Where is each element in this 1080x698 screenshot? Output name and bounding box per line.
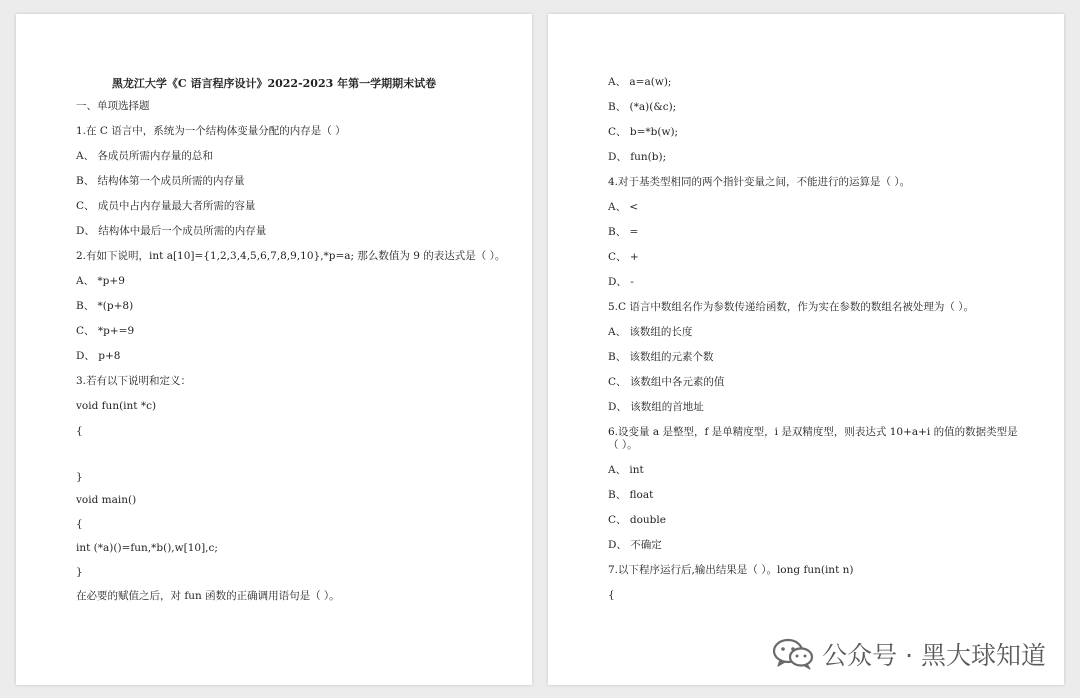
code-line: { xyxy=(76,518,83,530)
right-page xyxy=(548,14,1064,685)
q2-option-b: B、 *(p+8) xyxy=(76,300,134,312)
q6-option-d: D、 不确定 xyxy=(608,539,662,551)
q1-option-b: B、 结构体第一个成员所需的内存量 xyxy=(76,175,245,187)
document-title: 黑龙江大学《C 语言程序设计》2022-2023 年第一学期期末试卷 xyxy=(111,77,437,90)
q1-option-a: A、 各成员所需内存量的总和 xyxy=(76,150,213,162)
q5-option-a: A、 该数组的长度 xyxy=(608,326,693,338)
question-3-tail: 在必要的赋值之后，对 fun 函数的正确调用语句是（ ）。 xyxy=(76,590,340,602)
question-5: 5.C 语言中数组名作为参数传递给函数，作为实在参数的数组名被处理为（ ）。 xyxy=(608,301,974,313)
code-line: { xyxy=(76,425,83,437)
code-line: void main() xyxy=(76,494,137,506)
q2-option-a: A、 *p+9 xyxy=(76,275,125,287)
left-page xyxy=(16,14,532,685)
watermark-text: 公众号 · 黑大球知道 xyxy=(822,641,1046,670)
question-6: 6.设变量 a 是整型，f 是单精度型，i 是双精度型，则表达式 10+a+i 的值的数据类型是 xyxy=(608,426,1018,438)
wechat-icon xyxy=(772,638,814,670)
code-line: void fun(int *c) xyxy=(76,400,157,412)
q3-option-b: B、 (*a)(&c); xyxy=(608,101,677,113)
q3-option-a: A、 a=a(w); xyxy=(608,76,672,88)
q5-option-b: B、 该数组的元素个数 xyxy=(608,351,714,363)
question-2: 2.有如下说明，int a[10]={1,2,3,4,5,6,7,8,9,10},*p=a; 那么数值为 9 的表达式是（ ）。 xyxy=(76,250,506,262)
question-3: 3.若有以下说明和定义： xyxy=(76,375,192,387)
question-7: 7.以下程序运行后,输出结果是（ ）。long fun(int n) xyxy=(608,564,854,576)
q5-option-d: D、 该数组的首地址 xyxy=(608,401,704,413)
question-6-cont: （ ）。 xyxy=(608,439,638,451)
code-line: } xyxy=(76,471,83,483)
q6-option-c: C、 double xyxy=(608,514,666,526)
q3-option-d: D、 fun(b); xyxy=(608,151,667,163)
q3-option-c: C、 b=*b(w); xyxy=(608,126,679,138)
code-line: { xyxy=(608,589,615,601)
q2-option-d: D、 p+8 xyxy=(76,350,121,362)
section-heading: 一、单项选择题 xyxy=(76,100,150,112)
watermark xyxy=(772,636,1046,672)
q5-option-c: C、 该数组中各元素的值 xyxy=(608,376,725,388)
q4-option-b: B、 = xyxy=(608,226,639,238)
question-1: 1.在 C 语言中，系统为一个结构体变量分配的内存是（ ） xyxy=(76,125,346,137)
code-line: } xyxy=(76,566,83,578)
q6-option-a: A、 int xyxy=(608,464,644,476)
question-4: 4.对于基类型相同的两个指针变量之间，不能进行的运算是（ ）。 xyxy=(608,176,911,188)
q6-option-b: B、 float xyxy=(608,489,654,501)
q4-option-d: D、 - xyxy=(608,276,634,288)
q4-option-a: A、 < xyxy=(608,201,639,213)
code-line: int (*a)()=fun,*b(),w[10],c; xyxy=(76,542,218,554)
q4-option-c: C、 + xyxy=(608,251,639,263)
q1-option-c: C、 成员中占内存量最大者所需的容量 xyxy=(76,200,256,212)
q2-option-c: C、 *p+=9 xyxy=(76,325,135,337)
q1-option-d: D、 结构体中最后一个成员所需的内存量 xyxy=(76,225,267,237)
